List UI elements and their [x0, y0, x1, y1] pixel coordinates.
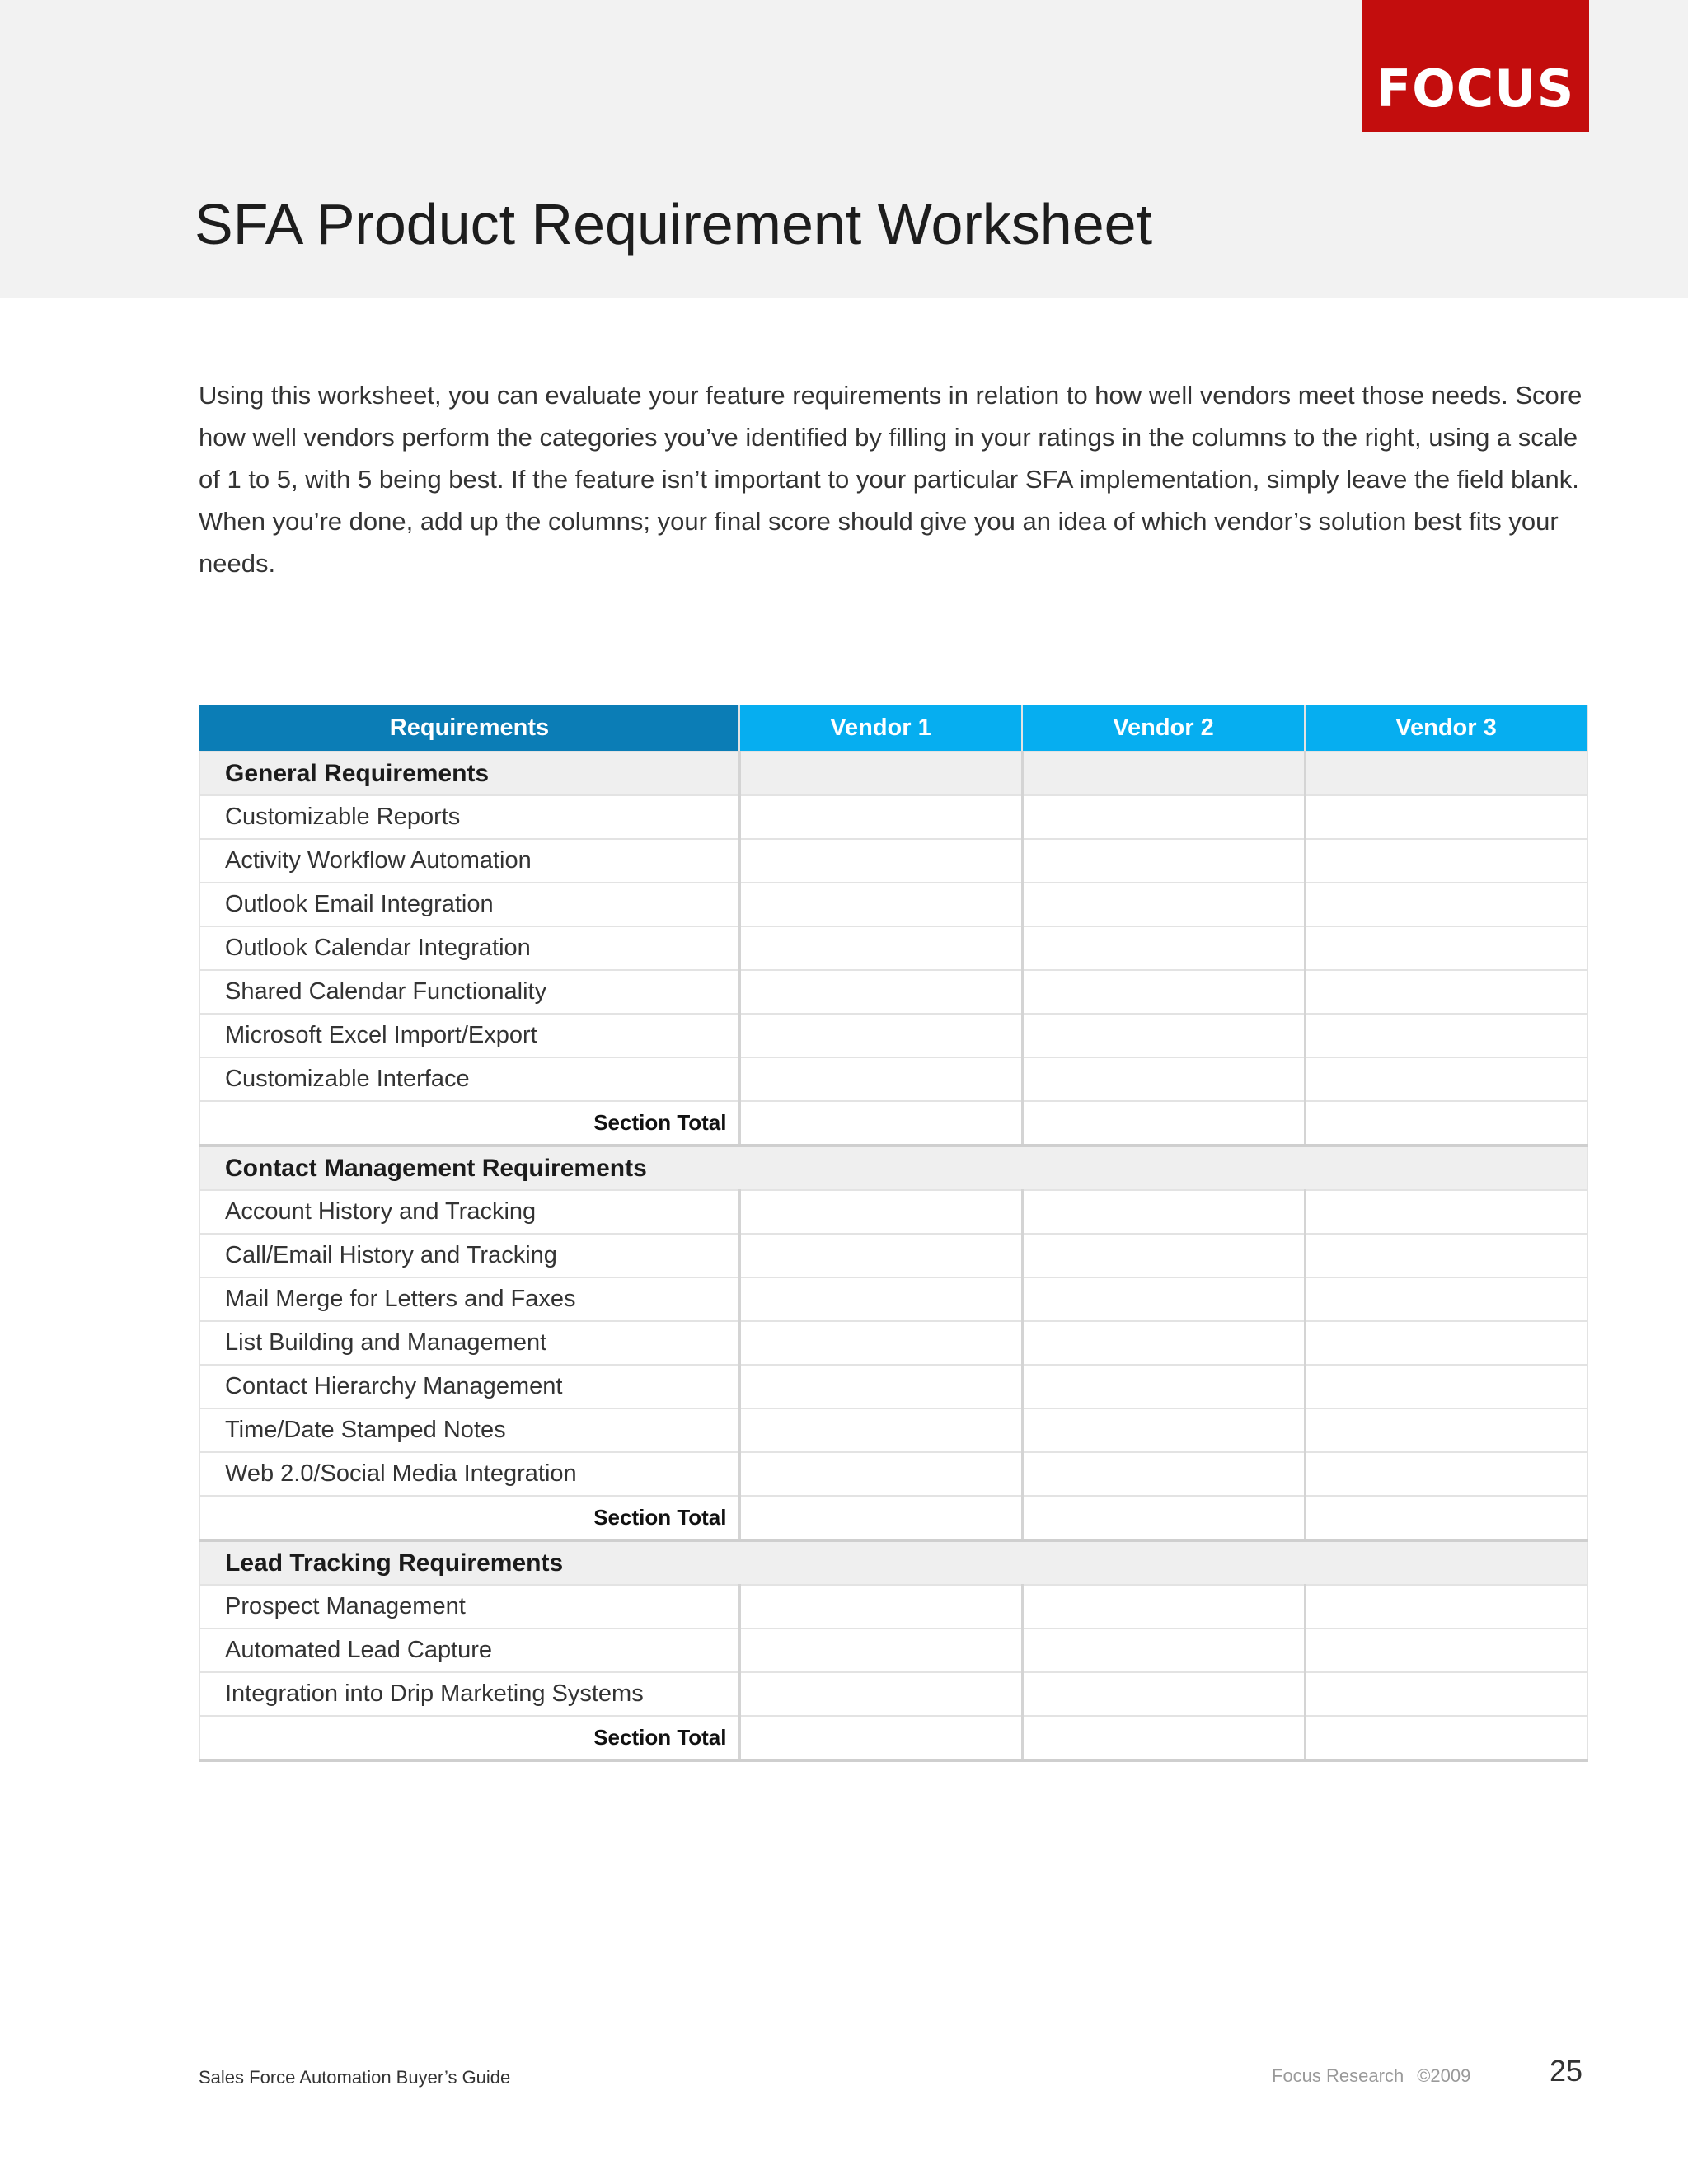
vendor-3-rating-cell[interactable] [1305, 1585, 1587, 1629]
requirement-row [199, 1234, 1587, 1277]
requirement-row [199, 1408, 1587, 1452]
requirement-row [199, 1365, 1587, 1408]
requirement-row [199, 1190, 1587, 1234]
vendor-1-rating-cell[interactable] [739, 1321, 1022, 1365]
section-total-label: Section Total [199, 1496, 739, 1540]
vendor-2-rating-cell[interactable] [1022, 1585, 1305, 1629]
vendor-1-rating-cell[interactable] [739, 1452, 1022, 1496]
footer-publisher [1272, 2065, 1470, 2087]
vendor-1-rating-cell[interactable] [739, 970, 1022, 1014]
vendor-2-rating-cell[interactable] [1022, 1321, 1305, 1365]
vendor-2-rating-cell[interactable] [1022, 1277, 1305, 1321]
vendor-1-rating-cell[interactable] [739, 1408, 1022, 1452]
vendor-1-section-total-cell[interactable] [739, 1101, 1022, 1146]
requirement-row [199, 1585, 1587, 1629]
vendor-1-rating-cell[interactable] [739, 1585, 1022, 1629]
requirement-label: Web 2.0/Social Media Integration [199, 1452, 739, 1496]
vendor-1-rating-cell[interactable] [739, 926, 1022, 970]
vendor-1-rating-cell[interactable] [739, 1234, 1022, 1277]
vendor-1-section-total-cell[interactable] [739, 1496, 1022, 1540]
vendor-2-rating-cell [1022, 752, 1305, 795]
requirements-column-header: Requirements [199, 705, 739, 752]
requirement-row [199, 839, 1587, 883]
vendor-2-section-total-cell[interactable] [1022, 1716, 1305, 1760]
vendor-3-rating-cell[interactable] [1305, 1629, 1587, 1672]
vendor-1-rating-cell [739, 752, 1022, 795]
section-total-row [199, 1496, 1587, 1540]
vendor-1-rating-cell[interactable] [739, 883, 1022, 926]
requirement-label: Customizable Reports [199, 795, 739, 839]
section-title: General Requirements [199, 752, 739, 795]
requirement-label: Integration into Drip Marketing Systems [199, 1672, 739, 1716]
vendor-1-rating-cell[interactable] [739, 1277, 1022, 1321]
requirement-row [199, 1277, 1587, 1321]
vendor-3-rating-cell[interactable] [1305, 795, 1587, 839]
vendor-3-rating-cell[interactable] [1305, 1408, 1587, 1452]
vendor-1-rating-cell[interactable] [739, 839, 1022, 883]
requirement-label: Shared Calendar Functionality [199, 970, 739, 1014]
vendor-2-column-header: Vendor 2 [1022, 705, 1305, 752]
section-title: Lead Tracking Requirements [199, 1540, 1587, 1585]
vendor-2-rating-cell[interactable] [1022, 1234, 1305, 1277]
section-total-row [199, 1716, 1587, 1760]
requirement-row [199, 795, 1587, 839]
footer-publisher-name: Focus Research [1272, 2065, 1404, 2086]
vendor-2-rating-cell[interactable] [1022, 926, 1305, 970]
requirement-row [199, 1014, 1587, 1057]
requirement-label: Contact Hierarchy Management [199, 1365, 739, 1408]
vendor-1-rating-cell[interactable] [739, 1014, 1022, 1057]
requirement-label: Mail Merge for Letters and Faxes [199, 1277, 739, 1321]
page-title: SFA Product Requirement Worksheet [195, 192, 1153, 256]
section-header-row [199, 1146, 1587, 1190]
requirement-label: Time/Date Stamped Notes [199, 1408, 739, 1452]
vendor-3-rating-cell[interactable] [1305, 1014, 1587, 1057]
vendor-2-rating-cell[interactable] [1022, 1014, 1305, 1057]
section-total-row [199, 1101, 1587, 1146]
vendor-3-rating-cell [1305, 752, 1587, 795]
footer-copyright: ©2009 [1417, 2065, 1471, 2086]
page-number: 25 [1550, 2054, 1583, 2088]
requirement-row [199, 1452, 1587, 1496]
vendor-3-rating-cell[interactable] [1305, 883, 1587, 926]
section-header-row [199, 752, 1587, 795]
requirement-label: Account History and Tracking [199, 1190, 739, 1234]
section-title: Contact Management Requirements [199, 1146, 1587, 1190]
requirement-label: Outlook Email Integration [199, 883, 739, 926]
intro-paragraph: Using this worksheet, you can evaluate your feature requirements in relation to how well vendors meet those needs. Score how well vendors perform the categories you’ve identified by filling in your ratings in the columns to the right, using a scale of 1 to 5, with 5 being best. If the feature isn’t important to your particular SFA implementation, simply leave the field blank. When you’re done, add up the columns; your final score should give you an idea of which vendor’s solution best fits your needs. [199, 381, 1582, 578]
vendor-3-rating-cell[interactable] [1305, 1277, 1587, 1321]
requirement-row [199, 1629, 1587, 1672]
focus-logo: FOCUS [1362, 0, 1589, 132]
vendor-2-rating-cell[interactable] [1022, 1190, 1305, 1234]
requirements-worksheet-table [199, 705, 1588, 1762]
footer-guide-title: Sales Force Automation Buyer’s Guide [199, 2067, 511, 2088]
vendor-3-rating-cell[interactable] [1305, 1190, 1587, 1234]
vendor-1-rating-cell[interactable] [739, 1365, 1022, 1408]
vendor-2-section-total-cell[interactable] [1022, 1496, 1305, 1540]
vendor-3-rating-cell[interactable] [1305, 1234, 1587, 1277]
vendor-3-rating-cell[interactable] [1305, 1321, 1587, 1365]
vendor-2-rating-cell[interactable] [1022, 970, 1305, 1014]
requirement-label: Call/Email History and Tracking [199, 1234, 739, 1277]
vendor-3-rating-cell[interactable] [1305, 1452, 1587, 1496]
requirement-row [199, 883, 1587, 926]
vendor-2-section-total-cell[interactable] [1022, 1101, 1305, 1146]
vendor-3-column-header: Vendor 3 [1305, 705, 1587, 752]
vendor-2-rating-cell[interactable] [1022, 883, 1305, 926]
vendor-1-rating-cell[interactable] [739, 795, 1022, 839]
vendor-1-section-total-cell[interactable] [739, 1716, 1022, 1760]
vendor-2-rating-cell[interactable] [1022, 1452, 1305, 1496]
vendor-1-rating-cell[interactable] [739, 1629, 1022, 1672]
vendor-2-rating-cell[interactable] [1022, 1365, 1305, 1408]
requirement-label: Activity Workflow Automation [199, 839, 739, 883]
requirement-label: Outlook Calendar Integration [199, 926, 739, 970]
vendor-1-rating-cell[interactable] [739, 1672, 1022, 1716]
vendor-3-section-total-cell[interactable] [1305, 1496, 1587, 1540]
vendor-2-rating-cell[interactable] [1022, 1672, 1305, 1716]
requirement-label: List Building and Management [199, 1321, 739, 1365]
vendor-2-rating-cell[interactable] [1022, 1629, 1305, 1672]
requirement-row [199, 926, 1587, 970]
vendor-1-rating-cell[interactable] [739, 1057, 1022, 1101]
vendor-3-section-total-cell[interactable] [1305, 1716, 1587, 1760]
requirement-label: Prospect Management [199, 1585, 739, 1629]
requirement-label: Automated Lead Capture [199, 1629, 739, 1672]
section-total-label: Section Total [199, 1101, 739, 1146]
vendor-3-rating-cell[interactable] [1305, 970, 1587, 1014]
requirement-row [199, 970, 1587, 1014]
vendor-3-rating-cell[interactable] [1305, 1365, 1587, 1408]
section-header-row [199, 1540, 1587, 1585]
requirement-row [199, 1321, 1587, 1365]
vendor-2-rating-cell[interactable] [1022, 1057, 1305, 1101]
vendor-3-rating-cell[interactable] [1305, 1057, 1587, 1101]
section-total-label: Section Total [199, 1716, 739, 1760]
vendor-3-rating-cell[interactable] [1305, 839, 1587, 883]
vendor-3-rating-cell[interactable] [1305, 1672, 1587, 1716]
vendor-2-rating-cell[interactable] [1022, 839, 1305, 883]
requirement-row [199, 1057, 1587, 1101]
table-header-row [199, 705, 1587, 752]
vendor-1-rating-cell[interactable] [739, 1190, 1022, 1234]
requirement-label: Microsoft Excel Import/Export [199, 1014, 739, 1057]
requirement-label: Customizable Interface [199, 1057, 739, 1101]
requirement-row [199, 1672, 1587, 1716]
worksheet-body [199, 752, 1587, 1760]
vendor-3-section-total-cell[interactable] [1305, 1101, 1587, 1146]
vendor-1-column-header: Vendor 1 [739, 705, 1022, 752]
vendor-2-rating-cell[interactable] [1022, 795, 1305, 839]
vendor-2-rating-cell[interactable] [1022, 1408, 1305, 1452]
vendor-3-rating-cell[interactable] [1305, 926, 1587, 970]
